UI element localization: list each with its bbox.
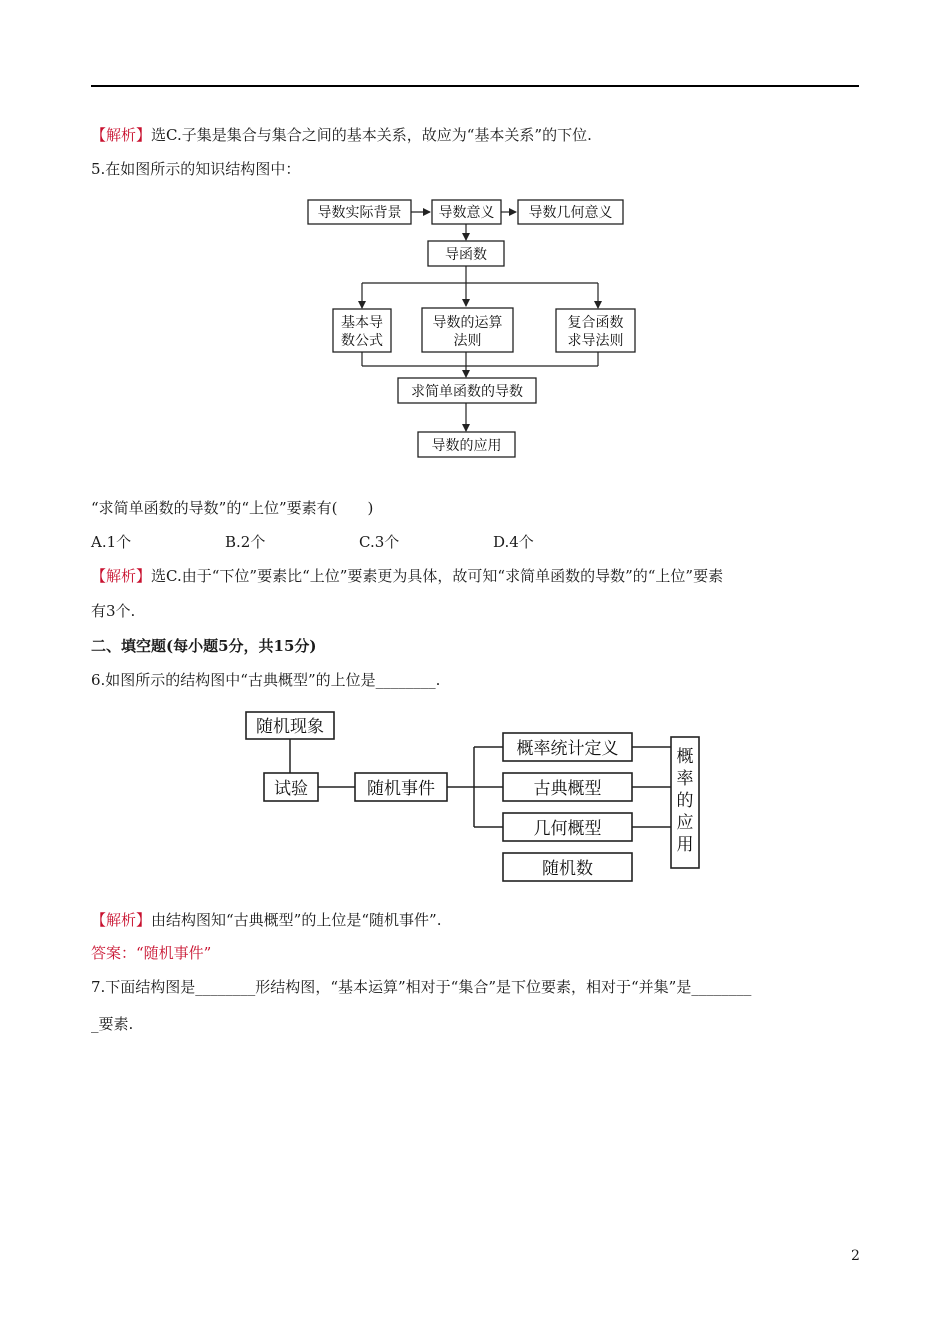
q6-answer: 答案：“随机事件” <box>91 944 212 962</box>
q6-prompt: 6.如图所示的结构图中“古典概型”的上位是________. <box>91 671 441 689</box>
label-v1: 概 <box>676 747 694 767</box>
label-n8: 求简单函数的导数 <box>411 384 523 400</box>
page-number: 2 <box>851 1248 860 1264</box>
q5-analysis-line2: 有3个. <box>91 602 136 620</box>
label-n7a: 复合函数 <box>567 315 624 331</box>
q6-analysis-line <box>91 909 441 930</box>
label-d3: 随机事件 <box>367 779 435 799</box>
label-n4: 导函数 <box>445 247 487 263</box>
label-d7: 随机数 <box>542 859 593 879</box>
q5-prompt: 5.在如图所示的知识结构图中： <box>91 160 301 178</box>
q5-option-d: D.4个 <box>493 533 534 551</box>
label-v4: 应 <box>676 813 694 833</box>
label-n5a: 基本导 <box>341 315 383 331</box>
label-n7b: 求导法则 <box>567 333 624 349</box>
label-n1: 导数实际背景 <box>317 205 402 221</box>
label-n2: 导数意义 <box>438 205 495 221</box>
label-d4: 概率统计定义 <box>516 739 619 759</box>
q5-option-a: A.1个 <box>91 533 132 551</box>
label-d5: 古典概型 <box>533 779 602 799</box>
q7-line2: _要素. <box>91 1015 134 1033</box>
label-n9: 导数的应用 <box>431 438 502 454</box>
analysis-tag: 【解析】 <box>91 126 152 144</box>
q6-analysis-text: 由结构图知“古典概型”的上位是“随机事件”. <box>151 911 442 929</box>
label-n6b: 法则 <box>453 333 482 349</box>
label-n5b: 数公式 <box>341 333 383 349</box>
label-d6: 几何概型 <box>533 819 602 839</box>
analysis-tag: 【解析】 <box>91 567 152 585</box>
section-title: 二、填空题(每小题5分，共15分) <box>91 637 317 655</box>
q5-question: “求简单函数的导数”的“上位”要素有( ) <box>91 499 374 517</box>
label-n3: 导数几何意义 <box>528 205 613 221</box>
q5-option-b: B.2个 <box>225 533 266 551</box>
q5-option-c: C.3个 <box>359 533 400 551</box>
q5-analysis-text: 选C.由于“下位”要素比“上位”要素更为具体，故可知“求简单函数的导数”的“上位”要素 <box>151 567 724 585</box>
label-v3: 的 <box>676 791 694 811</box>
label-d2: 试验 <box>274 779 308 799</box>
label-v5: 用 <box>676 835 694 855</box>
label-v2: 率 <box>676 769 694 789</box>
q4-analysis-text: 选C.子集是集合与集合之间的基本关系，故应为“基本关系”的下位. <box>151 126 592 144</box>
label-n6a: 导数的运算 <box>432 315 503 331</box>
label-d1: 随机现象 <box>256 717 324 737</box>
analysis-tag: 【解析】 <box>91 911 152 929</box>
q7-line1: 7.下面结构图是________形结构图，“基本运算”相对于“集合”是下位要素，相对于“并集”是________ <box>91 978 752 996</box>
